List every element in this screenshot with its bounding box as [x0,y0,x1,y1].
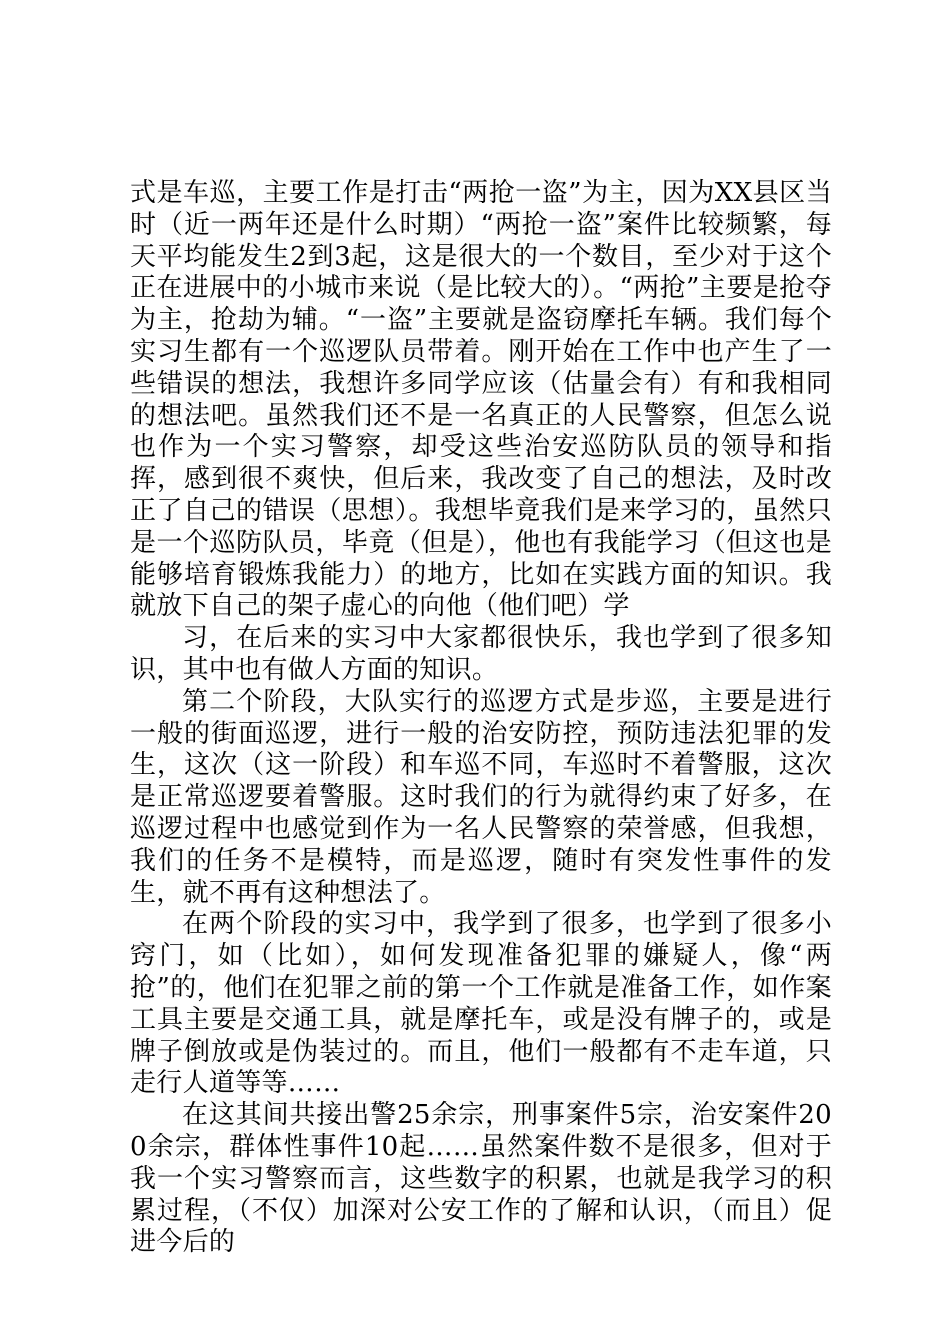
paragraph-2: 习，在后来的实习中大家都很快乐，我也学到了很多知识，其中也有做人方面的知识。 [130,623,832,685]
paragraph-1: 式是车巡，主要工作是打击“两抢一盗”为主，因为XX县区当时（近一两年还是什么时期）“两抢一盗”案件比较频繁，每天平均能发生2到3起，这是很大的一个数目，至少对于这个正在进展中的小城市来说（是比较大的）。“两抢”主要是抢夺为主，抢劫为辅。“一盗”主要就是盗窃摩托车辆。我们每个实习生都有一个巡逻队员带着。刚开始在工作中也产生了一些错误的想法，我想许多同学应该（估量会有）有和我相同的想法吧。虽然我们还不是一名真正的人民警察，但怎么说也作为一个实习警察，却受这些治安巡防队员的领导和指挥，感到很不爽快，但后来，我改变了自己的想法，及时改正了自己的错误（思想）。我想毕竟我们是来学习的，虽然只是一个巡防队员，毕竟（但是），他也有我能学习（但这也是能够培育锻炼我能力）的地方，比如在实践方面的知识。我就放下自己的架子虚心的向他（他们吧）学 [130,178,833,622]
paragraph-5: 在这其间共接出警25余宗，刑事案件5宗，治安案件200余宗，群体性事件10起……虽然案件数不是很多，但对于我一个实习警察而言，这些数字的积累，也就是我学习的积累过程，（不仅）加深对公安工作的了解和认识，（而且）促进今后的 [130,1100,832,1258]
paragraph-3: 第二个阶段，大队实行的巡逻方式是步巡，主要是进行一般的街面巡逻，进行一般的治安防控，预防违法犯罪的发生，这次（这一阶段）和车巡不同，车巡时不着警服，这次是正常巡逻要着警服。这时我们的行为就得约束了好多，在巡逻过程中也感觉到作为一名人民警察的荣誉感，但我想，我们的任务不是模特，而是巡逻，随时有突发性事件的发生，就不再有这种想法了。 [130,686,832,908]
body-text [130,178,832,1259]
paragraph-4: 在两个阶段的实习中，我学到了很多，也学到了很多小窍门，如（比如），如何发现准备犯罪的嫌疑人，像“两抢”的，他们在犯罪之前的第一个工作就是准备工作，如作案工具主要是交通工具，就是摩托车，或是没有牌子的，或是牌子倒放或是伪装过的。而且，他们一般都有不走车道，只走行人道等等…… [130,909,832,1099]
